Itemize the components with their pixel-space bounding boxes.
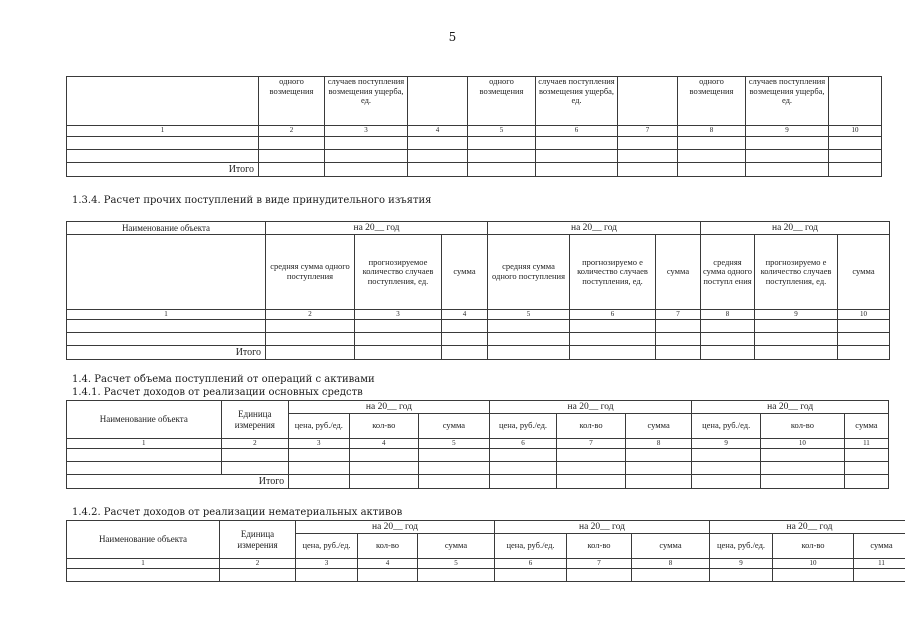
table-row <box>67 333 890 346</box>
column-number: 10 <box>760 439 844 449</box>
subheader-cell: сумма <box>844 414 888 439</box>
column-number: 9 <box>710 559 773 569</box>
subheader-cell: сумма <box>442 235 488 310</box>
column-number: 1 <box>67 310 266 320</box>
column-number: 8 <box>625 439 692 449</box>
column-number: 4 <box>358 559 418 569</box>
subheader-cell: кол-во <box>760 414 844 439</box>
column-number: 2 <box>220 559 296 569</box>
year-header: на 20__ год <box>296 521 495 534</box>
column-number: 1 <box>67 439 222 449</box>
damage-compensation-table <box>66 76 882 177</box>
column-number: 10 <box>773 559 854 569</box>
column-number: 5 <box>419 439 490 449</box>
column-number: 2 <box>221 439 289 449</box>
total-row <box>67 475 889 489</box>
column-number: 2 <box>266 310 355 320</box>
column-number: 8 <box>678 126 746 137</box>
column-number: 9 <box>746 126 829 137</box>
subheader-cell: кол-во <box>567 534 632 559</box>
subheader-cell: цена, руб./ед. <box>692 414 761 439</box>
column-number: 10 <box>829 126 882 137</box>
subheader-cell: средняя сумма одного поступления <box>488 235 570 310</box>
header-cell: случаев поступления возмещения ущерба, ед. <box>536 77 618 126</box>
header-cell <box>67 77 259 126</box>
header-cell: случаев поступления возмещения ущерба, ед. <box>746 77 829 126</box>
column-number: 3 <box>296 559 358 569</box>
unit-header: Единица измерения <box>221 401 289 439</box>
column-number: 2 <box>259 126 325 137</box>
header-cell <box>618 77 678 126</box>
table-row <box>67 449 889 462</box>
column-number: 5 <box>488 310 570 320</box>
subheader-cell: кол-во <box>773 534 854 559</box>
subheader-cell: цена, руб./ед. <box>489 414 557 439</box>
total-row <box>67 346 890 360</box>
section-heading-1-4-1: 1.4.1. Расчет доходов от реализации основных средств <box>72 387 363 398</box>
header-row <box>67 77 882 126</box>
column-number: 7 <box>557 439 626 449</box>
column-number: 4 <box>349 439 419 449</box>
subheader-cell: сумма <box>419 414 490 439</box>
column-number-row <box>67 559 905 569</box>
year-header: на 20__ год <box>489 401 692 414</box>
column-number: 5 <box>468 126 536 137</box>
header-cell <box>829 77 882 126</box>
object-name-header: Наименование объекта <box>67 401 222 439</box>
year-header-row <box>67 222 890 235</box>
table-row <box>67 150 882 163</box>
column-number: 7 <box>567 559 632 569</box>
subheader-cell: кол-во <box>349 414 419 439</box>
table-row <box>67 462 889 475</box>
year-header-row <box>67 401 889 414</box>
column-number-row <box>67 310 890 320</box>
object-name-header: Наименование объекта <box>67 222 266 235</box>
subheader-cell: сумма <box>632 534 710 559</box>
subheader-cell: кол-во <box>557 414 626 439</box>
column-number: 4 <box>408 126 468 137</box>
intangible-assets-sale-table <box>66 520 905 582</box>
column-number: 3 <box>355 310 442 320</box>
object-name-header: Наименование объекта <box>67 521 220 559</box>
year-header: на 20__ год <box>710 521 905 534</box>
subheader-cell: прогнозируемо е количество случаев поступления, ед. <box>570 235 656 310</box>
section-heading-1-4-2: 1.4.2. Расчет доходов от реализации нематериальных активов <box>72 507 403 518</box>
column-number-row <box>67 126 882 137</box>
year-header: на 20__ год <box>488 222 701 235</box>
header-cell: случаев поступления возмещения ущерба, ед. <box>325 77 408 126</box>
column-number: 1 <box>67 559 220 569</box>
unit-header: Единица измерения <box>220 521 296 559</box>
page-number: 5 <box>448 30 457 44</box>
column-number: 6 <box>495 559 567 569</box>
column-number: 7 <box>656 310 701 320</box>
column-number: 6 <box>570 310 656 320</box>
total-label: Итого <box>67 163 259 177</box>
column-number: 6 <box>536 126 618 137</box>
column-number: 3 <box>325 126 408 137</box>
subheader-cell: прогнозируемое количество случаев поступления, ед. <box>355 235 442 310</box>
column-number: 11 <box>844 439 888 449</box>
year-header: на 20__ год <box>701 222 890 235</box>
total-label: Итого <box>67 475 289 489</box>
header-cell: одного возмещения <box>678 77 746 126</box>
column-number-row <box>67 439 889 449</box>
column-number: 9 <box>755 310 838 320</box>
subheader-row <box>67 235 890 310</box>
year-header-row <box>67 521 905 534</box>
table-row <box>67 320 890 333</box>
header-cell: одного возмещения <box>468 77 536 126</box>
year-header: на 20__ год <box>266 222 488 235</box>
subheader-cell: сумма <box>656 235 701 310</box>
subheader-cell: кол-во <box>358 534 418 559</box>
subheader-cell: цена, руб./ед. <box>296 534 358 559</box>
section-heading-1-3-4: 1.3.4. Расчет прочих поступлений в виде принудительного изъятия <box>72 195 432 206</box>
column-number: 8 <box>632 559 710 569</box>
table-row <box>67 569 905 582</box>
subheader-cell: цена, руб./ед. <box>289 414 349 439</box>
column-number: 9 <box>692 439 761 449</box>
subheader-cell: сумма <box>838 235 890 310</box>
header-cell: одного возмещения <box>259 77 325 126</box>
fixed-assets-sale-table <box>66 400 889 489</box>
column-number: 4 <box>442 310 488 320</box>
column-number: 6 <box>489 439 557 449</box>
column-number: 7 <box>618 126 678 137</box>
column-number: 10 <box>838 310 890 320</box>
subheader-cell: средняя сумма одного поступления <box>266 235 355 310</box>
table-row <box>67 137 882 150</box>
subheader-cell: сумма <box>625 414 692 439</box>
subheader-cell: цена, руб./ед. <box>710 534 773 559</box>
subheader-cell: сумма <box>418 534 495 559</box>
subheader-cell: прогнозируемо е количество случаев поступления, ед. <box>755 235 838 310</box>
subheader-cell: средняя сумма одного поступл ения <box>701 235 755 310</box>
header-cell <box>408 77 468 126</box>
total-label: Итого <box>67 346 266 360</box>
column-number: 8 <box>701 310 755 320</box>
year-header: на 20__ год <box>289 401 490 414</box>
column-number: 11 <box>854 559 905 569</box>
year-header: на 20__ год <box>692 401 889 414</box>
forced-seizure-table <box>66 221 890 360</box>
column-number: 5 <box>418 559 495 569</box>
column-number: 3 <box>289 439 349 449</box>
total-row <box>67 163 882 177</box>
year-header: на 20__ год <box>495 521 710 534</box>
subheader-cell: сумма <box>854 534 905 559</box>
section-heading-1-4: 1.4. Расчет объема поступлений от операций с активами <box>72 374 375 385</box>
subheader-cell: цена, руб./ед. <box>495 534 567 559</box>
column-number: 1 <box>67 126 259 137</box>
